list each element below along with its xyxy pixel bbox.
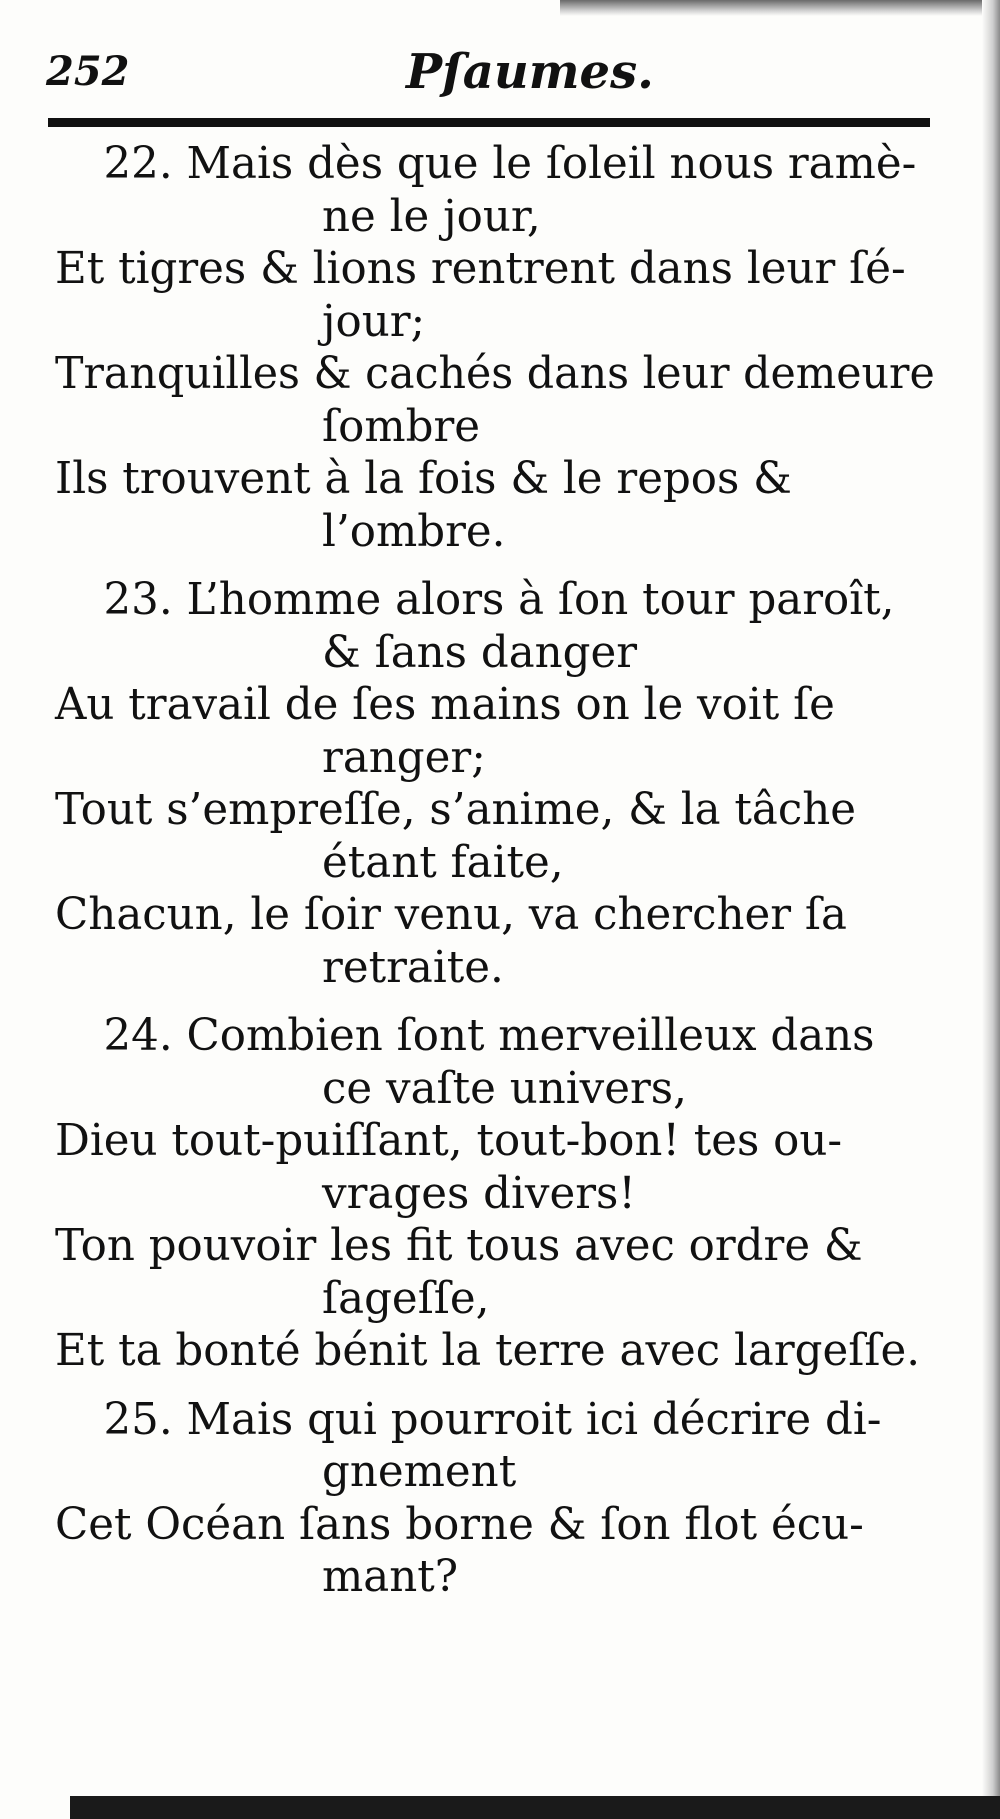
page-header bbox=[46, 40, 930, 120]
stanza-gap bbox=[55, 558, 945, 574]
verse-line: Tranquilles & cachés dans leur demeure bbox=[55, 348, 935, 399]
stanza bbox=[55, 1394, 945, 1604]
stanza bbox=[55, 574, 945, 994]
verse-line: 23. L’homme alors à ſon tour paroît, bbox=[103, 574, 895, 625]
verse-line: Tout s’empreſſe, s’anime, & la tâche bbox=[55, 784, 856, 835]
page-number: 252 bbox=[46, 48, 130, 95]
verse-line: Au travail de ſes mains on le voit ſe bbox=[55, 679, 835, 730]
verse-line: 25. Mais qui pourroit ici décrire di- bbox=[103, 1393, 882, 1445]
verse-line: ſombre bbox=[322, 400, 481, 452]
verse-line: ce vaſte univers, bbox=[322, 1062, 687, 1114]
verse-line: ne le jour, bbox=[322, 190, 541, 242]
stanza bbox=[55, 138, 945, 558]
verse-line: Ils trouvent à la fois & le repos & bbox=[55, 453, 792, 504]
header-rule bbox=[48, 118, 930, 127]
verse-line: étant faite, bbox=[322, 836, 564, 888]
verse-text bbox=[55, 138, 945, 1604]
verse-line: gnement bbox=[322, 1446, 517, 1497]
verse-line: Et tigres & lions rentrent dans leur ſé- bbox=[55, 243, 906, 294]
verse-line: mant? bbox=[322, 1551, 459, 1602]
verse-line: Dieu tout-puiſſant, tout-bon! tes ou- bbox=[55, 1115, 843, 1166]
verse-line: ranger; bbox=[322, 731, 486, 783]
verse-line: l’ombre. bbox=[322, 505, 506, 557]
verse-line: Cet Océan ſans borne & ſon flot écu- bbox=[55, 1498, 864, 1550]
stanza-gap bbox=[55, 1378, 945, 1394]
verse-line: Et ta bonté bénit la terre avec largeſſe. bbox=[55, 1325, 921, 1376]
verse-line: Ton pouvoir les fit tous avec ordre & bbox=[55, 1220, 863, 1271]
stanza-gap bbox=[55, 994, 945, 1010]
verse-line: 22. Mais dès que le ſoleil nous ramè- bbox=[103, 138, 917, 189]
verse-line: vrages divers! bbox=[322, 1167, 636, 1219]
page-bottom-edge bbox=[70, 1796, 1000, 1819]
verse-line: & ſans danger bbox=[322, 626, 638, 678]
verse-line: ſageſſe, bbox=[322, 1272, 490, 1324]
running-title: Pſaumes. bbox=[406, 44, 654, 100]
stanza bbox=[55, 1010, 945, 1378]
verse-line: jour; bbox=[322, 295, 426, 347]
verse-line: Chacun, le ſoir venu, va chercher ſa bbox=[55, 889, 847, 940]
page-top-shadow bbox=[560, 0, 1000, 16]
verse-line: retraite. bbox=[322, 941, 504, 993]
verse-line: 24. Combien ſont merveilleux dans bbox=[103, 1010, 875, 1061]
page-right-edge bbox=[982, 0, 1000, 1819]
